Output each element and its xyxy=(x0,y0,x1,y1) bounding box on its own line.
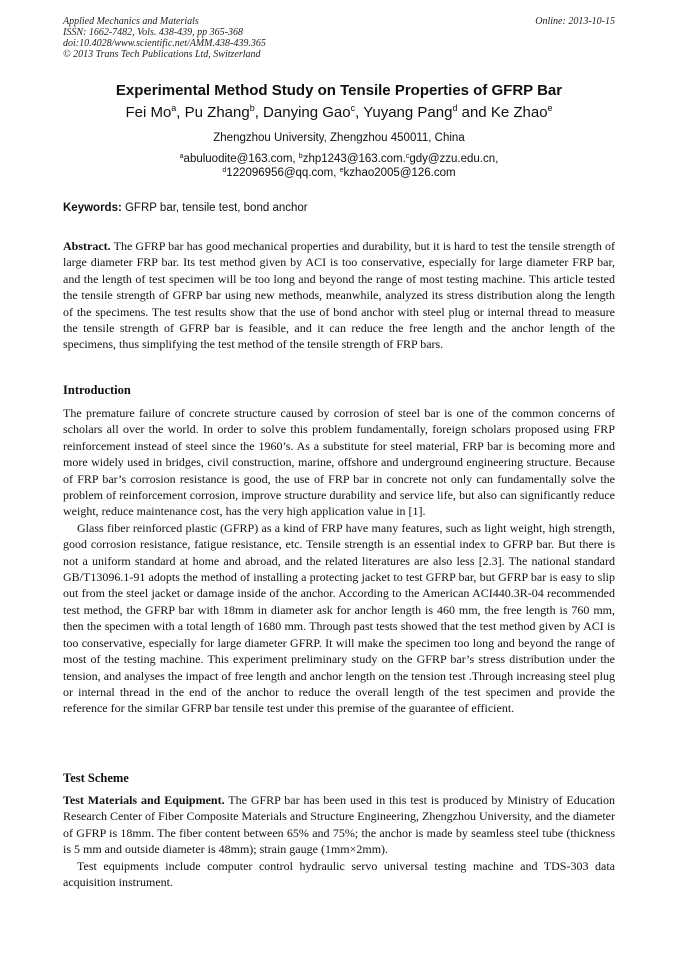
author-mark: b xyxy=(249,103,255,113)
keywords-label: Keywords: xyxy=(63,202,122,214)
doi-line: doi:10.4028/www.scientific.net/AMM.438-439.365 xyxy=(63,38,266,49)
email-line-2 xyxy=(0,166,678,180)
email-mark: e xyxy=(339,167,344,174)
email-address[interactable]: 122096956@qq.com, xyxy=(226,167,340,179)
author-separator: and xyxy=(457,104,491,121)
author-mark: d xyxy=(452,103,458,113)
test-paragraph-2: Test equipments include computer control hydraulic servo universal testing machine and TDS-303 data acquisition instrument. xyxy=(63,858,615,890)
abstract xyxy=(63,238,615,353)
keywords xyxy=(63,201,615,216)
intro-paragraph-1: The premature failure of concrete structure caused by corrosion of steel bar is one of the common concerns of scholars all over the world. In order to solve this problem fundamentally, foreign scholars proposed using FRP reinforcement instead of steel since the 1960’s. As a substitute for steel material, FRP bar is becoming more and more widely used in bridges, civil construction, marine, offshore and underground engineering structure. Because of FRP bar’s corrosion resistance is good, the use of FRP bar in concrete not only can fundamentally solve the problem of reinforcement corrosion, improve structure durability and service life, but also can significantly reduce weight, reduce maintenance cost, has the very high application value in [1]. xyxy=(63,406,615,519)
intro-paragraph-2: Glass fiber reinforced plastic (GFRP) as a kind of FRP have many features, such as light weight, high strength, good corrosion resistance, fatigue resistance, etc. Tensile strength is an essential index to GFRP bar. But there is not a uniform standard at home and abroad, and the related literatures are also less [2.3]. The national standard GB/T13096.1-91 adopts the method of installing a protecting jacket to test GFRP bar, but GFRP bar is easy to slip out from the steel jacket or damage inside of the anchor. According to the American ACI440.3R-04 recommended test method, the GFRP bar with 18mm in diameter ask for anchor length is 460 mm, the free length is 760 mm, then the specimen with a total length of 1680 mm. Through past tests showed that the test method given by ACI is too conservative, especially for large diameter GFRP. It will make the specimen too long and beyond the range of most of the testing machine. This experiment preliminary study on the GFRP bar’s stress distribution under the tension, and analyses the impact of free length and anchor length on the tension test .Through increasing steel plug or internal thread in the end of the anchor to reduce the overall length of the test specimen and provide the reference for the similar GFRP bar tensile test under this premise of the guarantee of efficient. xyxy=(63,520,615,716)
email-address[interactable]: kzhao2005@126.com xyxy=(343,167,456,179)
running-header xyxy=(63,16,615,60)
author-emails xyxy=(0,152,678,180)
test-scheme-heading: Test Scheme xyxy=(63,771,129,785)
author-separator: , xyxy=(176,104,185,121)
abstract-text: The GFRP bar has good mechanical properties and durability, but it is hard to test the tensile strength of large diameter FRP bar. Its test method given by ACI is too conservative, especially for large diameter FRP bar, and the length of test specimen will be too long and beyond the range of most testing machine. This article tested the tensile strength of GFRP bar using new methods, meanwhile, analyzed its stress distribution along the length of the specimens. The test results show that the use of bond anchor with steel plug or internal thread to measure the tensile strength of GFRP bar is feasible, and it can reduce the free length and the anchor length of the specimens, thus simplifying the test method of the tensile strength of FRP bars. xyxy=(63,239,615,352)
author-list xyxy=(0,103,678,123)
online-date: Online: 2013-10-15 xyxy=(535,16,615,27)
keywords-text: GFRP bar, tensile test, bond anchor xyxy=(121,202,308,214)
author-name: Ke Zhao xyxy=(490,104,548,121)
test-materials-text: The GFRP bar has been used in this test is produced by Ministry of Education Research Center of Fiber Composite Materials and Structure Engineering, Zhengzhou University, and the diameter of GFRP is 18mm. The fiber content between 65% and 75%; the anchor is made by seamless steel tube (thickness is 5 mm and outside diameter is 48mm); strain gauge (1mm×2mm). xyxy=(63,793,616,857)
author-name: Yuyang Pang xyxy=(363,104,453,121)
introduction-heading: Introduction xyxy=(63,383,131,397)
author-mark: c xyxy=(350,103,356,113)
author-name: Pu Zhang xyxy=(184,104,250,121)
test-paragraph-1 xyxy=(63,792,615,858)
journal-name: Applied Mechanics and Materials xyxy=(63,16,199,27)
paper-title: Experimental Method Study on Tensile Properties of GFRP Bar xyxy=(115,82,563,99)
email-address[interactable]: abuluodite@163.com, xyxy=(183,153,299,165)
email-line-1 xyxy=(0,152,678,166)
affiliation: Zhengzhou University, Zhengzhou 450011, China xyxy=(213,132,465,144)
author-mark: e xyxy=(547,103,553,113)
abstract-label: Abstract. xyxy=(63,239,111,253)
test-scheme-section xyxy=(63,792,615,890)
issn-line: ISSN: 1662-7482, Vols. 438-439, pp 365-368 xyxy=(63,27,243,38)
email-mark: a xyxy=(179,153,184,160)
author-name: Fei Mo xyxy=(125,104,172,121)
email-address[interactable]: zhp1243@163.com. xyxy=(302,153,406,165)
email-mark: c xyxy=(405,153,410,160)
email-mark: b xyxy=(298,153,303,160)
test-materials-label: Test Materials and Equipment. xyxy=(63,793,225,807)
author-mark: a xyxy=(171,103,177,113)
author-name: Danying Gao xyxy=(263,104,351,121)
email-mark: d xyxy=(222,167,227,174)
introduction-section xyxy=(63,405,615,717)
author-separator: , xyxy=(355,104,364,121)
author-separator: , xyxy=(254,104,264,121)
copyright-line: © 2013 Trans Tech Publications Ltd, Switzerland xyxy=(63,49,261,60)
email-address[interactable]: gdy@zzu.edu.cn, xyxy=(409,153,499,165)
